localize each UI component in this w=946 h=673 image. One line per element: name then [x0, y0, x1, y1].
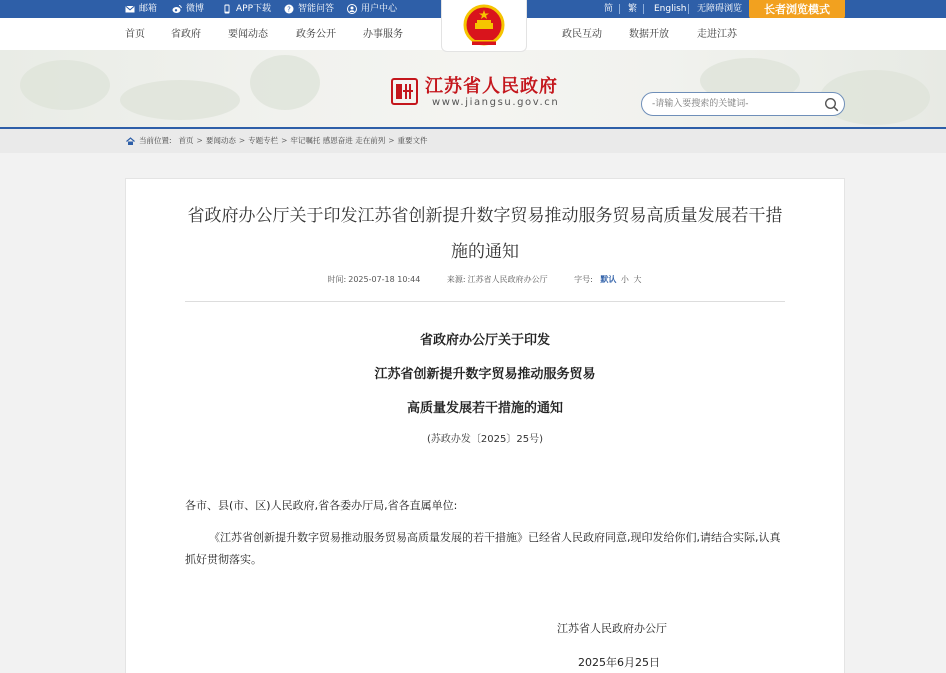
publish-time: 时间: 2025-07-18 10:44	[327, 275, 421, 284]
nav-affairs[interactable]: 政务公开	[296, 29, 336, 40]
user-icon	[347, 4, 357, 14]
salutation: 各市、县(市、区)人民政府,省各委办厅局,省各直属单位:	[185, 499, 458, 512]
separator	[643, 4, 644, 14]
signing-date: 2025年6月25日	[578, 656, 660, 669]
document-heading-line: 江苏省创新提升数字贸易推动服务贸易	[374, 367, 596, 382]
breadcrumb-separator: >	[388, 136, 395, 145]
body-paragraph: 《江苏省创新提升数字贸易推动服务贸易高质量发展的若干措施》已经省人民政府同意,现印发给你们,请结合实际,认真抓好贯彻落实。	[185, 531, 781, 566]
document-heading-line: 省政府办公厅关于印发	[419, 333, 550, 348]
article-title: 省政府办公厅关于印发江苏省创新提升数字贸易推动服务贸易高质量发展若干措施的通知	[187, 206, 783, 262]
separator	[619, 4, 620, 14]
home-icon	[126, 137, 135, 146]
nav-opendata[interactable]: 数据开放	[629, 29, 669, 40]
simplified-chinese-link[interactable]: 简	[604, 4, 614, 14]
signer: 江苏省人民政府办公厅	[557, 622, 667, 635]
site-url: www.jiangsu.gov.cn	[432, 97, 560, 108]
nav-walk[interactable]: 走进江苏	[697, 29, 737, 40]
font-size-large[interactable]: 大	[633, 275, 642, 284]
font-size-default[interactable]: 默认	[600, 275, 617, 284]
banner-decoration	[250, 55, 320, 110]
nav-interact[interactable]: 政民互动	[562, 29, 602, 40]
traditional-chinese-link[interactable]: 繁	[628, 4, 638, 14]
mail-label: 邮箱	[139, 4, 158, 14]
mail-icon	[125, 4, 135, 14]
app-download-link[interactable]	[222, 0, 271, 18]
font-size-control: 字号: 默认 小 大	[574, 275, 642, 284]
nav-home[interactable]: 首页	[125, 29, 145, 40]
svg-text:?: ?	[287, 5, 291, 14]
user-center-link[interactable]	[347, 0, 397, 18]
user-center-label: 用户中心	[361, 4, 398, 14]
smart-qa-label: 智能问答	[298, 4, 335, 14]
search-input[interactable]	[652, 96, 812, 112]
weibo-icon	[172, 4, 182, 14]
national-emblem-icon	[462, 4, 506, 48]
breadcrumb-item[interactable]: 专题专栏	[248, 136, 279, 145]
elder-mode-button[interactable]: 长者浏览模式	[749, 0, 845, 19]
weibo-label: 微博	[186, 4, 205, 14]
mail-link[interactable]	[125, 0, 157, 18]
breadcrumb-item[interactable]: 牢记嘱托 感恩奋进 走在前列	[290, 136, 386, 145]
breadcrumb-item[interactable]: 重要文件	[397, 136, 428, 145]
breadcrumb-item[interactable]: 要闻动态	[205, 136, 236, 145]
nav-province[interactable]: 省政府	[171, 29, 201, 40]
weibo-link[interactable]	[172, 0, 204, 18]
document-heading-line: 高质量发展若干措施的通知	[406, 401, 563, 416]
app-download-label: APP下载	[236, 4, 272, 14]
title-divider	[185, 301, 785, 302]
banner-decoration	[120, 80, 240, 120]
nav-news[interactable]: 要闻动态	[228, 29, 268, 40]
breadcrumb-label: 当前位置:	[139, 136, 172, 145]
article-meta	[185, 274, 785, 285]
breadcrumb-separator: >	[281, 136, 288, 145]
qa-icon	[284, 4, 294, 14]
font-size-small[interactable]: 小	[620, 275, 629, 284]
breadcrumb-bar	[0, 129, 946, 153]
search-icon[interactable]	[824, 97, 839, 112]
nav-service[interactable]: 办事服务	[363, 29, 403, 40]
english-link[interactable]: English	[654, 4, 687, 14]
document-number: (苏政办发〔2025〕25号)	[427, 434, 543, 445]
smart-qa-link[interactable]	[284, 0, 334, 18]
separator	[688, 4, 689, 14]
breadcrumb-separator: >	[238, 136, 246, 145]
site-title[interactable]: 江苏省人民政府	[425, 76, 558, 97]
search-box	[641, 92, 845, 116]
phone-icon	[222, 4, 232, 14]
breadcrumb-item[interactable]: 首页	[178, 136, 194, 145]
government-logo-icon	[391, 78, 418, 105]
breadcrumb	[126, 129, 428, 153]
article-source: 来源: 江苏省人民政府办公厅	[446, 275, 548, 284]
breadcrumb-separator: >	[196, 136, 203, 145]
banner-decoration	[20, 60, 110, 110]
accessible-browse-link[interactable]: 无障碍浏览	[697, 4, 743, 14]
